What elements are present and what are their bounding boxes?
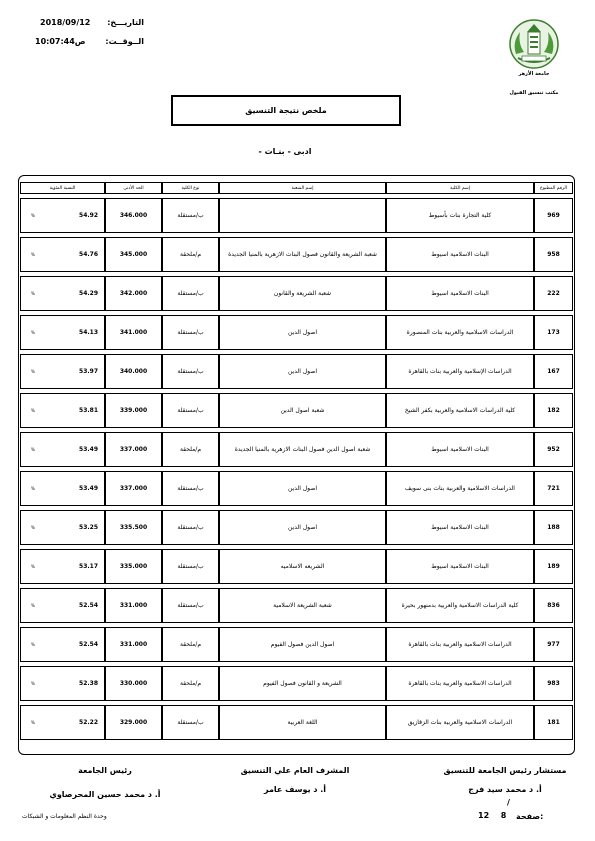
pct-sign: % bbox=[31, 720, 35, 725]
cell-code: 173 bbox=[534, 315, 573, 350]
sig-center-name: أ. د يوسف عامر bbox=[263, 785, 327, 794]
table-row bbox=[20, 276, 573, 311]
table-row bbox=[20, 510, 573, 545]
table-header-row bbox=[20, 182, 573, 194]
col-header-pct: النسبة المئوية bbox=[20, 182, 105, 194]
cell-type: ب/مستقلة bbox=[162, 315, 219, 350]
cell-code: 836 bbox=[534, 588, 573, 623]
office-name: مكتب تنسيق القبول bbox=[509, 90, 559, 96]
pct-value: 53.17 bbox=[79, 563, 98, 570]
cell-pct bbox=[20, 237, 105, 272]
cell-code: 189 bbox=[534, 549, 573, 584]
col-header-min: الحد الأدنى bbox=[105, 182, 162, 194]
cell-college: الدراسات الاسلامية والعربية بنات بالقاهرة bbox=[386, 627, 534, 662]
cell-college: كلية الدراسات الاسلامية والعربية بدمنهور بحيرة bbox=[386, 588, 534, 623]
pct-sign: % bbox=[31, 291, 35, 296]
cell-code: 977 bbox=[534, 627, 573, 662]
sig-center-title: المشرف العام علي التنسيق bbox=[240, 766, 350, 775]
cell-type: ب/مستقلة bbox=[162, 354, 219, 389]
time-label: الــوقــت: bbox=[105, 37, 144, 46]
cell-branch: شعبة الشريعة الاسلامية bbox=[219, 588, 386, 623]
table-row bbox=[20, 354, 573, 389]
pct-value: 52.54 bbox=[79, 641, 98, 648]
table-row bbox=[20, 393, 573, 428]
date-label: التاريـــخ: bbox=[107, 18, 144, 27]
pct-value: 52.54 bbox=[79, 602, 98, 609]
page-label: صفحة: bbox=[516, 812, 544, 821]
cell-min: 337.000 bbox=[105, 471, 162, 506]
table-row bbox=[20, 315, 573, 350]
pct-value: 54.29 bbox=[79, 290, 98, 297]
pct-value: 52.22 bbox=[79, 719, 98, 726]
cell-pct bbox=[20, 471, 105, 506]
table-row bbox=[20, 588, 573, 623]
cell-min: 341.000 bbox=[105, 315, 162, 350]
cell-pct bbox=[20, 705, 105, 740]
cell-pct bbox=[20, 432, 105, 467]
pct-sign: % bbox=[31, 213, 35, 218]
pct-value: 53.49 bbox=[79, 446, 98, 453]
page-number bbox=[478, 811, 506, 820]
sig-right-name: أ. د محمد سيد فرج bbox=[468, 785, 542, 794]
cell-type: ب/مستقلة bbox=[162, 549, 219, 584]
col-header-code: الرقم المطبوع bbox=[534, 182, 573, 194]
table-row bbox=[20, 705, 573, 740]
cell-type: ب/مستقلة bbox=[162, 471, 219, 506]
cell-min: 345.000 bbox=[105, 237, 162, 272]
cell-college: البنات الاسلامية اسيوط bbox=[386, 237, 534, 272]
page-slash: / bbox=[507, 798, 510, 807]
cell-type: م/ملحقة bbox=[162, 627, 219, 662]
cell-min: 335.500 bbox=[105, 510, 162, 545]
cell-pct bbox=[20, 276, 105, 311]
pct-sign: % bbox=[31, 681, 35, 686]
cell-min: 337.000 bbox=[105, 432, 162, 467]
cell-type: ب/مستقلة bbox=[162, 393, 219, 428]
cell-college: الدراسات الإسلامية والعربية بنات بالقاهرة bbox=[386, 354, 534, 389]
cell-college: الدراسات الاسلامية والعربية بنات المنصورة bbox=[386, 315, 534, 350]
sig-left-name: أ. د محمد حسين المحرصاوي bbox=[49, 790, 161, 799]
cell-college: كلية الدراسات الاسلامية والعربية بكفر الشيخ bbox=[386, 393, 534, 428]
sig-left-title: رئيس الجامعة bbox=[78, 766, 132, 775]
cell-branch: الشريعه الاسلاميه bbox=[219, 549, 386, 584]
cell-code: 182 bbox=[534, 393, 573, 428]
cell-pct bbox=[20, 354, 105, 389]
cell-type: ب/مستقلة bbox=[162, 588, 219, 623]
cell-code: 167 bbox=[534, 354, 573, 389]
cell-pct bbox=[20, 393, 105, 428]
cell-college: البنات الاسلامية اسيوط bbox=[386, 510, 534, 545]
cell-pct bbox=[20, 549, 105, 584]
table-row bbox=[20, 471, 573, 506]
pct-value: 53.49 bbox=[79, 485, 98, 492]
cell-code: 958 bbox=[534, 237, 573, 272]
cell-pct bbox=[20, 315, 105, 350]
pct-value: 54.92 bbox=[79, 212, 98, 219]
cell-branch: الشريعة و القانون فصول الفيوم bbox=[219, 666, 386, 701]
al-azhar-seal-icon bbox=[508, 18, 560, 70]
results-table bbox=[20, 178, 573, 744]
cell-min: 331.000 bbox=[105, 627, 162, 662]
time-value: ص10:07:44 bbox=[35, 37, 86, 46]
pct-value: 52.38 bbox=[79, 680, 98, 687]
cell-college: البنات الاسلامية اسيوط bbox=[386, 276, 534, 311]
cell-pct bbox=[20, 588, 105, 623]
cell-min: 342.000 bbox=[105, 276, 162, 311]
cell-code: 969 bbox=[534, 198, 573, 233]
cell-min: 330.000 bbox=[105, 666, 162, 701]
cell-type: ب/مستقلة bbox=[162, 276, 219, 311]
pct-value: 54.76 bbox=[79, 251, 98, 258]
cell-branch: شعبة اصول الدين فصول البنات الازهرية بالمنيا الجديدة bbox=[219, 432, 386, 467]
table-row bbox=[20, 549, 573, 584]
pct-sign: % bbox=[31, 252, 35, 257]
table-row bbox=[20, 237, 573, 272]
cell-code: 983 bbox=[534, 666, 573, 701]
cell-branch: شعبة اصول الدين bbox=[219, 393, 386, 428]
cell-college: البنات الاسلامية اسيوط bbox=[386, 432, 534, 467]
cell-type: م/ملحقة bbox=[162, 237, 219, 272]
cell-college: الدراسات الاسلامية والعربية بنات بالقاهرة bbox=[386, 666, 534, 701]
cell-college: كلية التجارة بنات بأسيوط bbox=[386, 198, 534, 233]
cell-code: 721 bbox=[534, 471, 573, 506]
col-header-branch: إسم الشعبة bbox=[219, 182, 386, 194]
cell-pct bbox=[20, 627, 105, 662]
cell-branch: اصول الدين فصول الفيوم bbox=[219, 627, 386, 662]
table-row bbox=[20, 666, 573, 701]
cell-branch: اصول الدين bbox=[219, 354, 386, 389]
pct-sign: % bbox=[31, 486, 35, 491]
pct-value: 53.25 bbox=[79, 524, 98, 531]
pct-sign: % bbox=[31, 330, 35, 335]
cell-code: 188 bbox=[534, 510, 573, 545]
pct-sign: % bbox=[31, 642, 35, 647]
sig-right-title: مستشار رئيس الجامعة للتنسيق bbox=[443, 766, 567, 775]
cell-branch: اصول الدين bbox=[219, 315, 386, 350]
footer-unit: وحدة النظم المعلومات و الشبكات bbox=[22, 813, 107, 820]
pct-sign: % bbox=[31, 369, 35, 374]
cell-min: 340.000 bbox=[105, 354, 162, 389]
cell-code: 952 bbox=[534, 432, 573, 467]
cell-type: م/ملحقة bbox=[162, 666, 219, 701]
cell-branch bbox=[219, 198, 386, 233]
cell-code: 222 bbox=[534, 276, 573, 311]
cell-type: ب/مستقلة bbox=[162, 198, 219, 233]
pct-sign: % bbox=[31, 447, 35, 452]
date-value: 2018/09/12 bbox=[40, 18, 91, 27]
pct-value: 53.81 bbox=[79, 407, 98, 414]
pct-sign: % bbox=[31, 525, 35, 530]
university-name: جامعة الأزهر bbox=[518, 71, 550, 77]
page-subtitle: - ادبى - بنـات bbox=[258, 147, 312, 156]
cell-type: م/ملحقة bbox=[162, 432, 219, 467]
cell-college: الدراسات الاسلامية والعربية بنات بنى سويف bbox=[386, 471, 534, 506]
cell-branch: شعبة الشريعة والقانون فصول البنات الازهرية بالمنيا الجديدة bbox=[219, 237, 386, 272]
pct-value: 53.97 bbox=[79, 368, 98, 375]
cell-min: 331.000 bbox=[105, 588, 162, 623]
pct-value: 54.13 bbox=[79, 329, 98, 336]
cell-type: ب/مستقلة bbox=[162, 510, 219, 545]
col-header-type: نوع الكلية bbox=[162, 182, 219, 194]
cell-pct bbox=[20, 666, 105, 701]
cell-branch: شعبة الشريعة والقانون bbox=[219, 276, 386, 311]
pct-sign: % bbox=[31, 564, 35, 569]
cell-type: ب/مستقلة bbox=[162, 705, 219, 740]
cell-college: البنات الاسلامية اسيوط bbox=[386, 549, 534, 584]
cell-branch: اصول الدين bbox=[219, 510, 386, 545]
cell-min: 339.000 bbox=[105, 393, 162, 428]
cell-pct bbox=[20, 510, 105, 545]
cell-min: 346.000 bbox=[105, 198, 162, 233]
cell-branch: اللغة العربية bbox=[219, 705, 386, 740]
cell-code: 181 bbox=[534, 705, 573, 740]
cell-branch: اصول الدين bbox=[219, 471, 386, 506]
cell-min: 335.000 bbox=[105, 549, 162, 584]
table-row bbox=[20, 432, 573, 467]
page-total: 12 bbox=[478, 811, 490, 820]
page-title: ملخص نتيجة التنسيق bbox=[171, 95, 401, 126]
page-current: 8 bbox=[500, 811, 507, 820]
cell-min: 329.000 bbox=[105, 705, 162, 740]
col-header-college: إسم الكلية bbox=[386, 182, 534, 194]
pct-sign: % bbox=[31, 408, 35, 413]
pct-sign: % bbox=[31, 603, 35, 608]
cell-college: الدراسات الاسلامية والعربية بنات الزقازيق bbox=[386, 705, 534, 740]
table-row bbox=[20, 198, 573, 233]
cell-pct bbox=[20, 198, 105, 233]
table-row bbox=[20, 627, 573, 662]
